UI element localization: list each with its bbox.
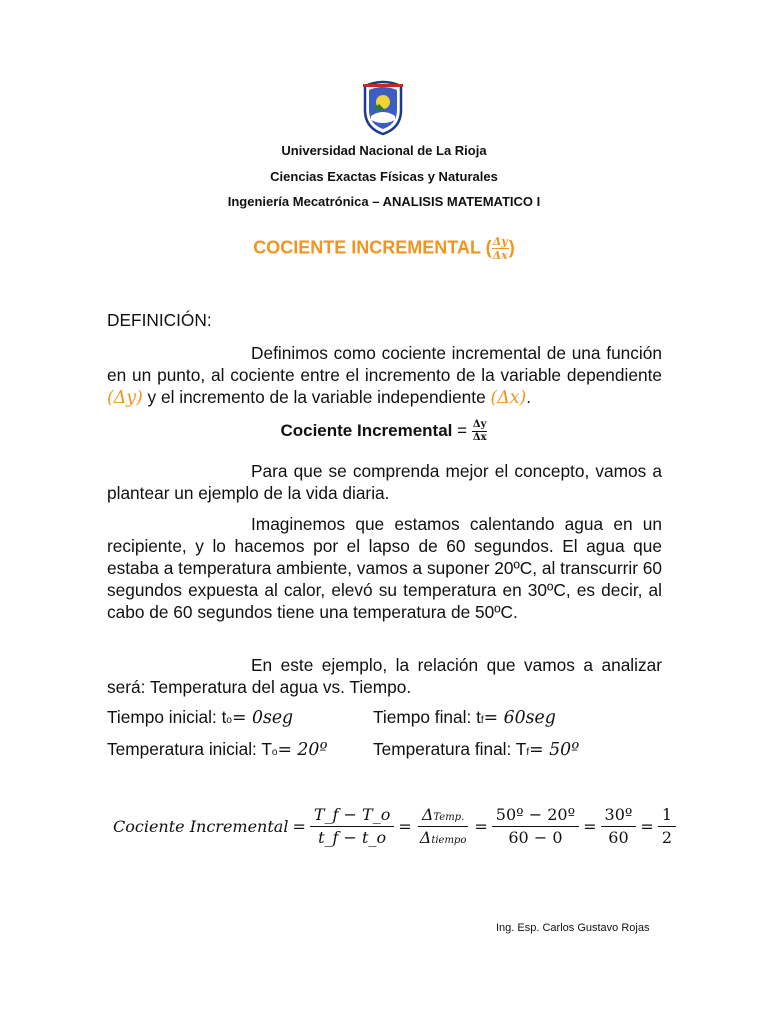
delta-y-symbol: (Δy): [107, 388, 143, 408]
cociente-equals: =: [457, 420, 468, 440]
fraction-3-denominator: 60 − 0: [508, 827, 563, 847]
initial-time-label: Tiempo inicial: t: [107, 707, 227, 727]
formula-fraction-1: [310, 804, 394, 847]
definition-text-c: .: [526, 387, 532, 407]
fraction-2-den-sub: tiempo: [431, 834, 467, 846]
example-text: Imaginemos que estamos calentando agua en un recipiente, y lo hacemos por el lapso de 60 segundos. El agua que estaba a temperatura ambiente, vamos a suponer 20ºC, al transcurrir 60 segundos expuesta al calor, elevó su temperatura en 30ºC, es decir, al cabo de 60 segundos tiene una temperatura de 50ºC.: [107, 514, 662, 622]
initial-time: [107, 707, 293, 728]
formula-equals-3: =: [474, 816, 488, 836]
concept-paragraph: [107, 460, 662, 504]
initial-temperature-value: = 20º: [277, 740, 328, 760]
title-close-paren: ): [508, 237, 515, 258]
relation-paragraph: [107, 654, 662, 698]
fraction-4-denominator: 60: [608, 827, 629, 847]
fraction-1-denominator: t_f − t_o: [318, 827, 387, 847]
example-paragraph: [107, 513, 662, 623]
formula-equals-2: =: [398, 816, 412, 836]
formula-equals-1: =: [292, 816, 306, 836]
university-name: Universidad Nacional de La Rioja: [281, 143, 487, 158]
fraction-4-numerator: 30º: [601, 807, 637, 827]
course-name: Ingeniería Mecatrónica – ANALISIS MATEMATICO I: [227, 194, 541, 209]
title-fraction: [492, 236, 509, 261]
fraction-2-numerator: [418, 804, 468, 827]
author-footer: Ing. Esp. Carlos Gustavo Rojas: [496, 922, 650, 934]
definition-text-b: y el incremento de la variable independiente: [142, 387, 491, 407]
delta-x-symbol: (Δx): [490, 388, 527, 408]
formula-equals-4: =: [583, 816, 597, 836]
relation-text: En este ejemplo, la relación que vamos a analizar será: Temperatura del agua vs. Tiempo.: [107, 655, 662, 697]
cociente-denominator: Δx: [472, 432, 487, 443]
page-title: [0, 236, 768, 261]
final-time-value: = 60seg: [483, 708, 556, 728]
concept-text: Para que se comprenda mejor el concepto, vamos a plantear un ejemplo de la vida diaria.: [107, 461, 662, 503]
final-temperature-value: = 50º: [529, 740, 580, 760]
final-temperature-label: Temperatura final: T: [373, 739, 527, 759]
formula-equals-5: =: [640, 816, 654, 836]
fraction-2-denominator: [416, 827, 471, 846]
definition-text-a: Definimos como cociente incremental de una función en un punto, al cociente entre el incremento de la variable dependiente: [107, 343, 662, 385]
fraction-5-denominator: 2: [661, 827, 672, 847]
formula-fraction-4: [601, 804, 637, 847]
formula-fraction-5: [658, 804, 676, 847]
initial-time-value: = 0seg: [231, 708, 294, 728]
cociente-fraction: [472, 420, 488, 443]
university-seal-logo: [361, 80, 405, 136]
title-text: COCIENTE INCREMENTAL (: [253, 237, 492, 258]
fraction-3-numerator: 50º − 20º: [492, 807, 579, 827]
formula-fraction-2: [416, 804, 471, 847]
fraction-1-numerator: T_f − T_o: [310, 807, 394, 827]
cociente-label: Cociente Incremental: [280, 420, 453, 440]
title-fraction-numerator: Δy: [492, 235, 508, 248]
final-temperature-sub: f: [526, 747, 530, 758]
fraction-5-numerator: 1: [658, 807, 676, 827]
formula-fraction-3: [492, 804, 579, 847]
cociente-formula: [113, 800, 673, 852]
initial-time-sub: o: [226, 715, 232, 726]
title-fraction-denominator: Δx: [492, 249, 508, 262]
faculty-name: Ciencias Exactas Físicas y Naturales: [270, 169, 498, 184]
cociente-numerator: Δy: [472, 419, 487, 430]
final-time-sub: f: [480, 715, 484, 726]
final-time-label: Tiempo final: t: [373, 707, 481, 727]
cociente-definition-line: [0, 420, 768, 443]
fraction-2-num-sub: Temp.: [433, 811, 465, 823]
initial-temperature-sub: o: [271, 747, 278, 758]
initial-temperature-label: Temperatura inicial: T: [107, 739, 272, 759]
fraction-2-den-delta: Δ: [419, 827, 432, 847]
definition-heading: DEFINICIÓN:: [107, 310, 212, 330]
definition-paragraph: [107, 342, 662, 409]
final-temperature: [373, 739, 579, 760]
initial-temperature: [107, 739, 328, 760]
formula-lhs: Cociente Incremental: [113, 816, 289, 836]
final-time: [373, 707, 556, 728]
fraction-2-num-delta: Δ: [421, 804, 434, 824]
